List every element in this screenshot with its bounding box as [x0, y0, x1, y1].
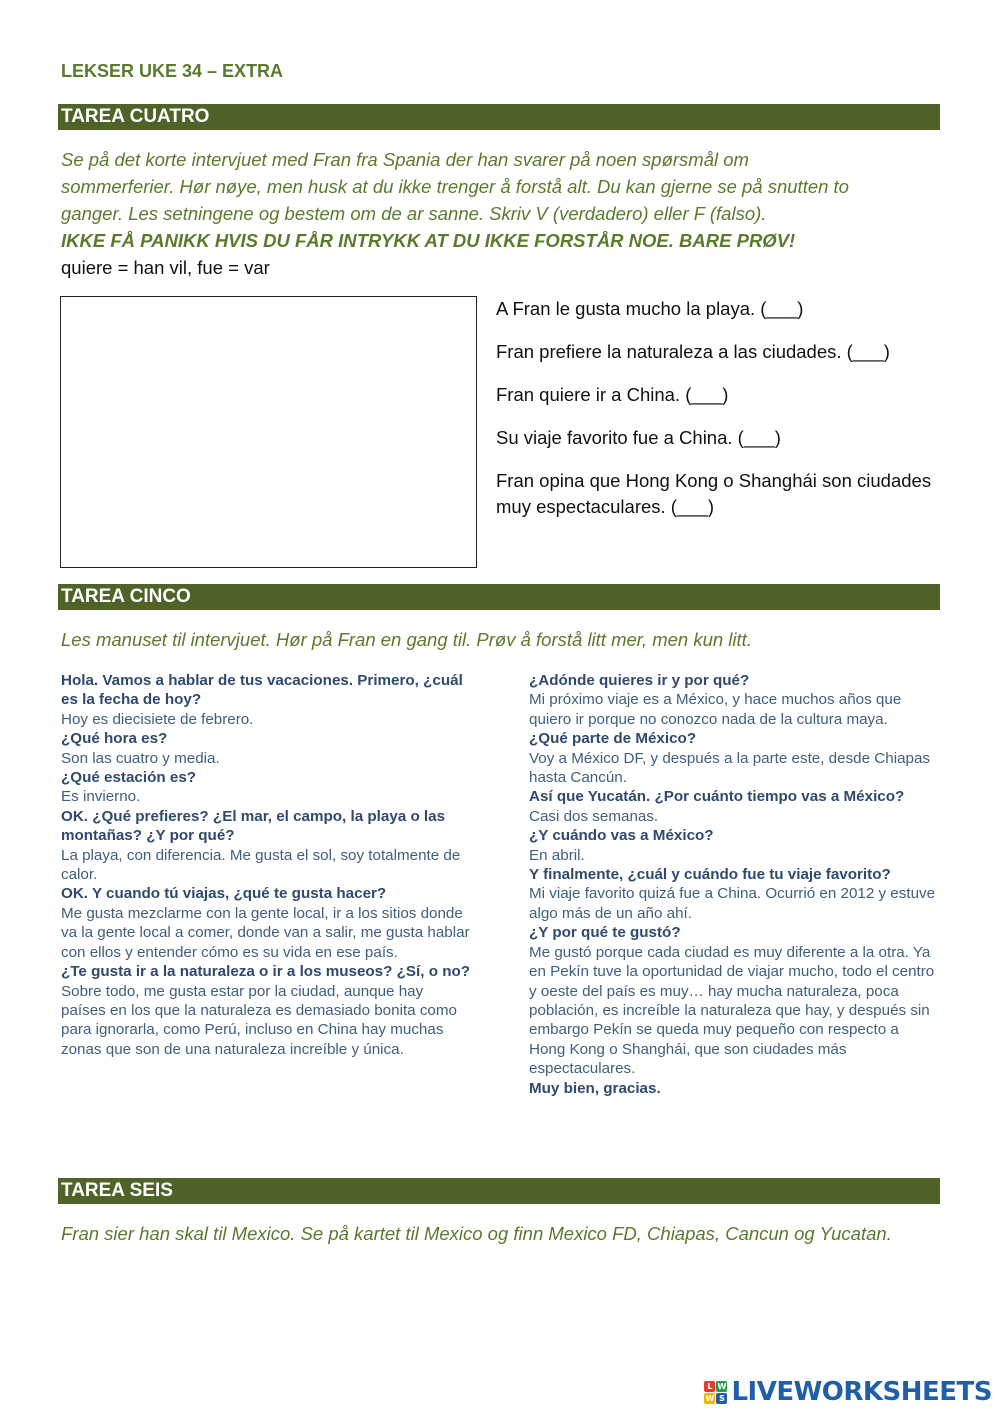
- interviewer-question: ¿Te gusta ir a la naturaleza o ir a los museos? ¿Sí, o no?: [61, 963, 471, 981]
- section-heading-tarea-seis: TAREA SEIS: [58, 1178, 940, 1204]
- tarea-seis-instructions: Fran sier han skal til Mexico. Se på kartet til Mexico og finn Mexico FD, Chiapas, Cancun og Yucatan.: [61, 1223, 892, 1244]
- interviewer-question: OK. Y cuando tú viajas, ¿qué te gusta hacer?: [61, 885, 387, 903]
- fran-answer: Sobre todo, me gusta estar por la ciudad, aunque hay países en los que la naturaleza es demasiado bonita como para ignorarla, como Perú, incluso en China hay muchas zonas que son de una naturaleza increíble y única.: [61, 982, 457, 1058]
- interviewer-question: Hola. Vamos a hablar de tus vacaciones. Primero, ¿cuál es la fecha de hoy?: [61, 672, 463, 709]
- fran-answer: Me gustó porque cada ciudad es muy diferente a la otra. Ya en Pekín tuve la oportunidad de viajar mucho, todo el centro y oeste del país es muy… hay mucha naturaleza, poca población, es increíble la naturaleza que hay, y después sin embargo Pekín se queda muy pequeño con respecto a Hong Kong o Shanghái, que son ciudades más espectaculares.: [529, 943, 935, 1078]
- statement-1[interactable]: A Fran le gusta mucho la playa. (___): [496, 298, 804, 319]
- statement-5[interactable]: Fran opina que Hong Kong o Shanghái son ciudades muy espectaculares. (___): [496, 470, 932, 517]
- fran-answer: Me gusta mezclarme con la gente local, ir a los sitios donde va la gente local a comer, donde van a salir, me gusta hablar con ellos y entender cómo es su vida en ese país.: [61, 904, 470, 961]
- fran-answer: Casi dos semanas.: [529, 807, 659, 825]
- document-title: LEKSER UKE 34 – EXTRA: [61, 61, 284, 81]
- fran-answer: Hoy es diecisiete de febrero.: [61, 710, 254, 728]
- logo-mark-icon: [704, 1381, 727, 1404]
- video-placeholder[interactable]: [60, 296, 477, 568]
- statement-2[interactable]: Fran prefiere la naturaleza a las ciudades. (___): [496, 341, 890, 362]
- warning-text: IKKE FÅ PANIKK HVIS DU FÅR INTRYKK AT DU IKKE FORSTÅR NOE. BARE PRØV!: [61, 230, 796, 251]
- tarea-cinco-instructions: Les manuset til intervjuet. Hør på Fran en gang til. Prøv å forstå litt mer, men kun litt.: [61, 629, 752, 650]
- interviewer-question: OK. ¿Qué prefieres? ¿El mar, el campo, la playa o las montañas? ¿Y por qué?: [61, 807, 446, 845]
- interview-left-column: [61, 671, 471, 1059]
- interviewer-question: ¿Y cuándo vas a México?: [529, 827, 714, 845]
- interview-right-column: [529, 671, 939, 1098]
- statement-3[interactable]: Fran quiere ir a China. (___): [496, 384, 729, 405]
- instruction-line: ganger. Les setningene og bestem om de ar sanne. Skriv V (verdadero) eller F (falso).: [61, 203, 767, 224]
- fran-answer: Mi próximo viaje es a México, y hace muchos años que quiero ir porque no conozco nada de la cultura maya.: [529, 691, 902, 728]
- fran-answer: La playa, con diferencia. Me gusta el sol, soy totalmente de calor.: [61, 846, 461, 884]
- logo-tile: S: [716, 1393, 727, 1404]
- interviewer-question: ¿Y por qué te gustó?: [529, 924, 681, 942]
- fran-answer: Mi viaje favorito quizá fue a China. Ocurrió en 2012 y estuve algo más de un año ahí.: [529, 885, 936, 922]
- interviewer-question: ¿Qué estación es?: [61, 769, 197, 787]
- vocabulary-note: quiere = han vil, fue = var: [61, 257, 270, 278]
- fran-answer: En abril.: [529, 846, 585, 864]
- logo-tile: W: [717, 1381, 727, 1391]
- statement-4[interactable]: Su viaje favorito fue a China. (___): [496, 427, 781, 448]
- interviewer-question: Así que Yucatán. ¿Por cuánto tiempo vas a México?: [529, 788, 905, 806]
- logo-tile: W: [705, 1393, 715, 1403]
- section-heading-tarea-cuatro: TAREA CUATRO: [58, 104, 940, 130]
- interviewer-question: Y finalmente, ¿cuál y cuándo fue tu viaje favorito?: [529, 866, 891, 884]
- interviewer-closing: Muy bien, gracias.: [529, 1079, 661, 1097]
- section-heading-tarea-cinco: TAREA CINCO: [58, 584, 940, 610]
- true-false-statements: [496, 296, 936, 537]
- tarea-cuatro-instructions: [61, 146, 936, 281]
- fran-answer: Voy a México DF, y después a la parte este, desde Chiapas hasta Cancún.: [529, 749, 931, 787]
- logo-tile: L: [704, 1381, 715, 1392]
- interviewer-question: ¿Qué hora es?: [61, 730, 168, 748]
- instruction-line: sommerferier. Hør nøye, men husk at du ikke trenger å forstå alt. Du kan gjerne se på snutten to: [61, 176, 849, 197]
- instruction-line: Se på det korte intervjuet med Fran fra Spania der han svarer på noen spørsmål om: [61, 149, 749, 170]
- fran-answer: Es invierno.: [61, 788, 141, 806]
- liveworksheets-logo[interactable]: [704, 1377, 992, 1407]
- fran-answer: Son las cuatro y media.: [61, 749, 220, 767]
- interviewer-question: ¿Adónde quieres ir y por qué?: [529, 672, 750, 689]
- logo-text: LIVEWORKSHEETS: [731, 1377, 992, 1407]
- interviewer-question: ¿Qué parte de México?: [529, 730, 697, 748]
